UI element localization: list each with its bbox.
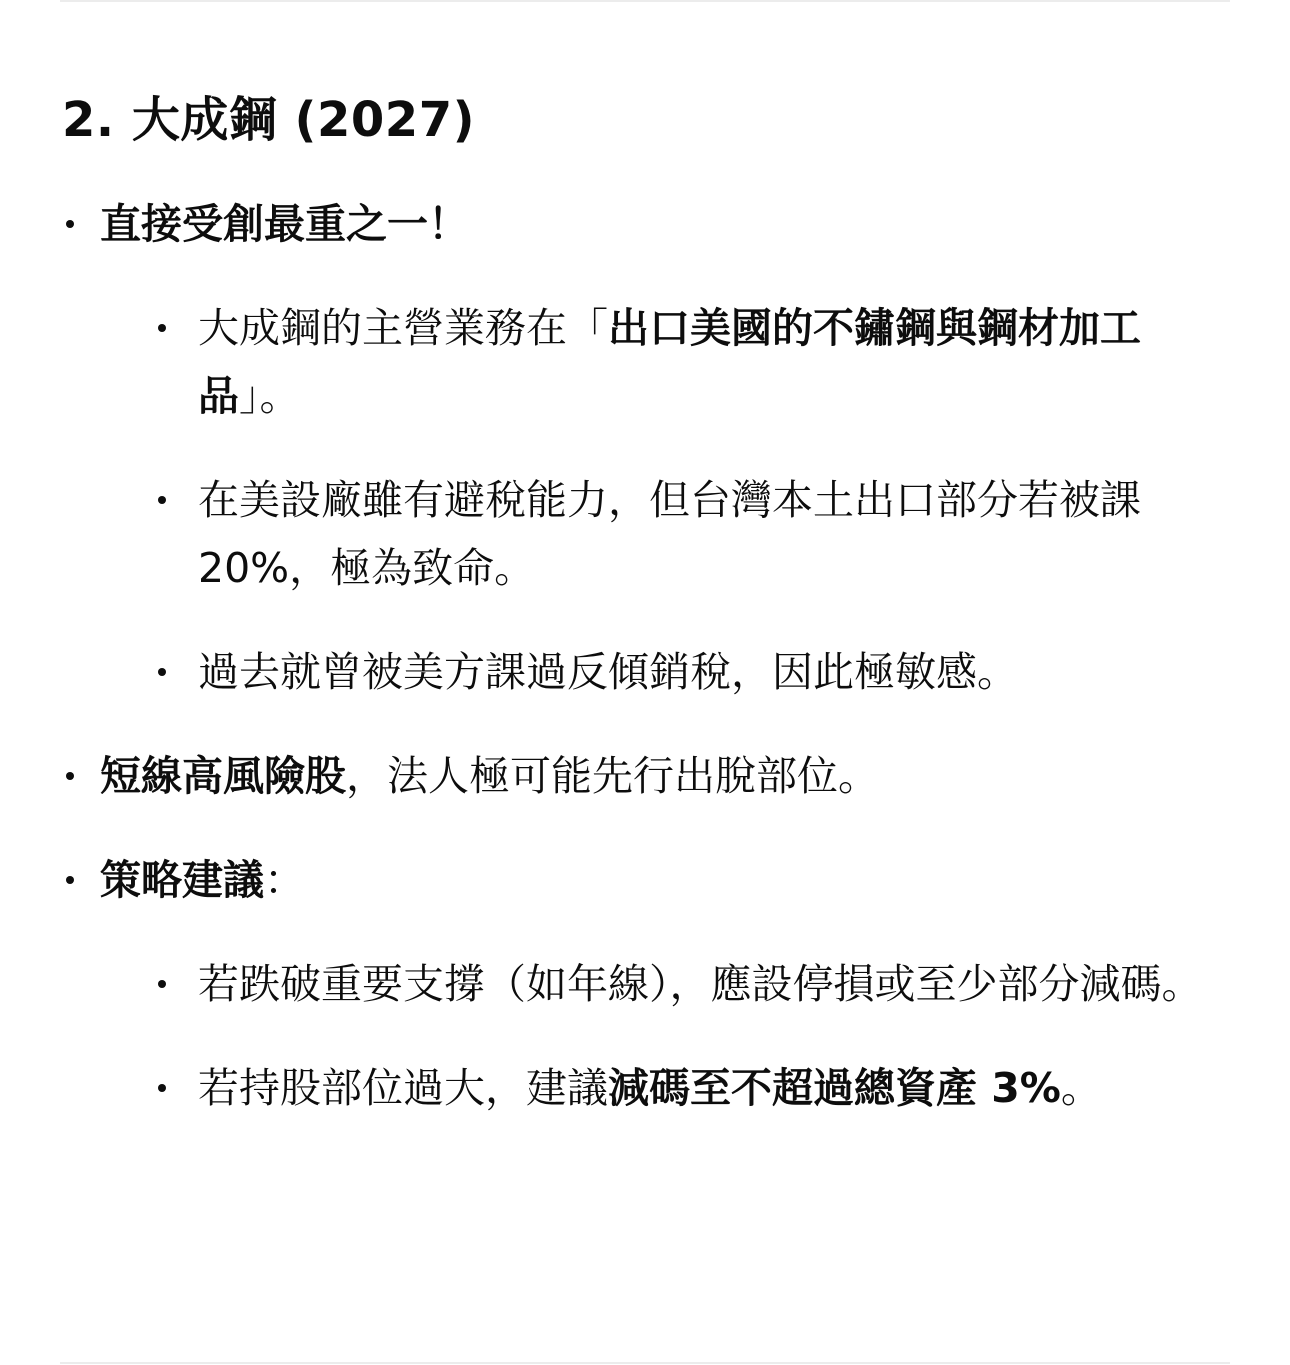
sub-bullet-list: [100, 294, 1232, 706]
sub-list-item: [100, 294, 1232, 430]
sub-item-text: 若跌破重要支撐（如年線），應設停損或至少部分減碼。: [198, 960, 1203, 1008]
list-item: [62, 190, 1232, 706]
sub-item-text: 在美設廠雖有避稅能力，但台灣本土出口部分若被課 20%，極為致命。: [198, 476, 1141, 592]
bullet-icon: [66, 772, 74, 780]
bullet-icon: [158, 324, 166, 332]
item-bold-text: 短線高風險股: [100, 752, 346, 800]
sub-item-bold-text: 出口美國的不鏽鋼與鋼材加工品: [198, 304, 1141, 420]
list-item: [62, 846, 1232, 1122]
list-item: [62, 742, 1232, 810]
section-heading: 2. 大成鋼 (2027): [62, 92, 476, 148]
item-text: ，法人極可能先行出脫部位。: [346, 752, 879, 800]
sub-item-text: 若持股部位過大，建議: [198, 1064, 608, 1112]
top-divider: [60, 0, 1230, 2]
bullet-icon: [158, 980, 166, 988]
bullet-icon: [158, 668, 166, 676]
sub-list-item: [100, 466, 1232, 602]
item-bold-text: 策略建議: [100, 856, 264, 904]
sub-list-item: [100, 1054, 1232, 1122]
sub-item-bold-text: 減碼至不超過總資產 3%: [608, 1064, 1061, 1112]
bullet-icon: [66, 220, 74, 228]
sub-list-item: [100, 638, 1232, 706]
item-bold-text: 直接受創最重之一！: [100, 200, 469, 248]
bullet-icon: [158, 496, 166, 504]
sub-item-text-end: 。: [1060, 1064, 1102, 1112]
bottom-divider: [60, 1362, 1230, 1364]
sub-item-text-end: 」。: [239, 372, 301, 420]
sub-item-text: 大成鋼的主營業務在「: [198, 304, 608, 352]
sub-bullet-list: [100, 950, 1232, 1122]
answer-content: [62, 88, 1232, 1122]
sub-list-item: [100, 950, 1232, 1018]
sub-item-text: 過去就曾被美方課過反傾銷稅，因此極敏感。: [198, 648, 1018, 696]
bullet-icon: [158, 1084, 166, 1092]
bullet-icon: [66, 876, 74, 884]
main-bullet-list: [62, 190, 1232, 1122]
item-text: ：: [264, 856, 305, 904]
